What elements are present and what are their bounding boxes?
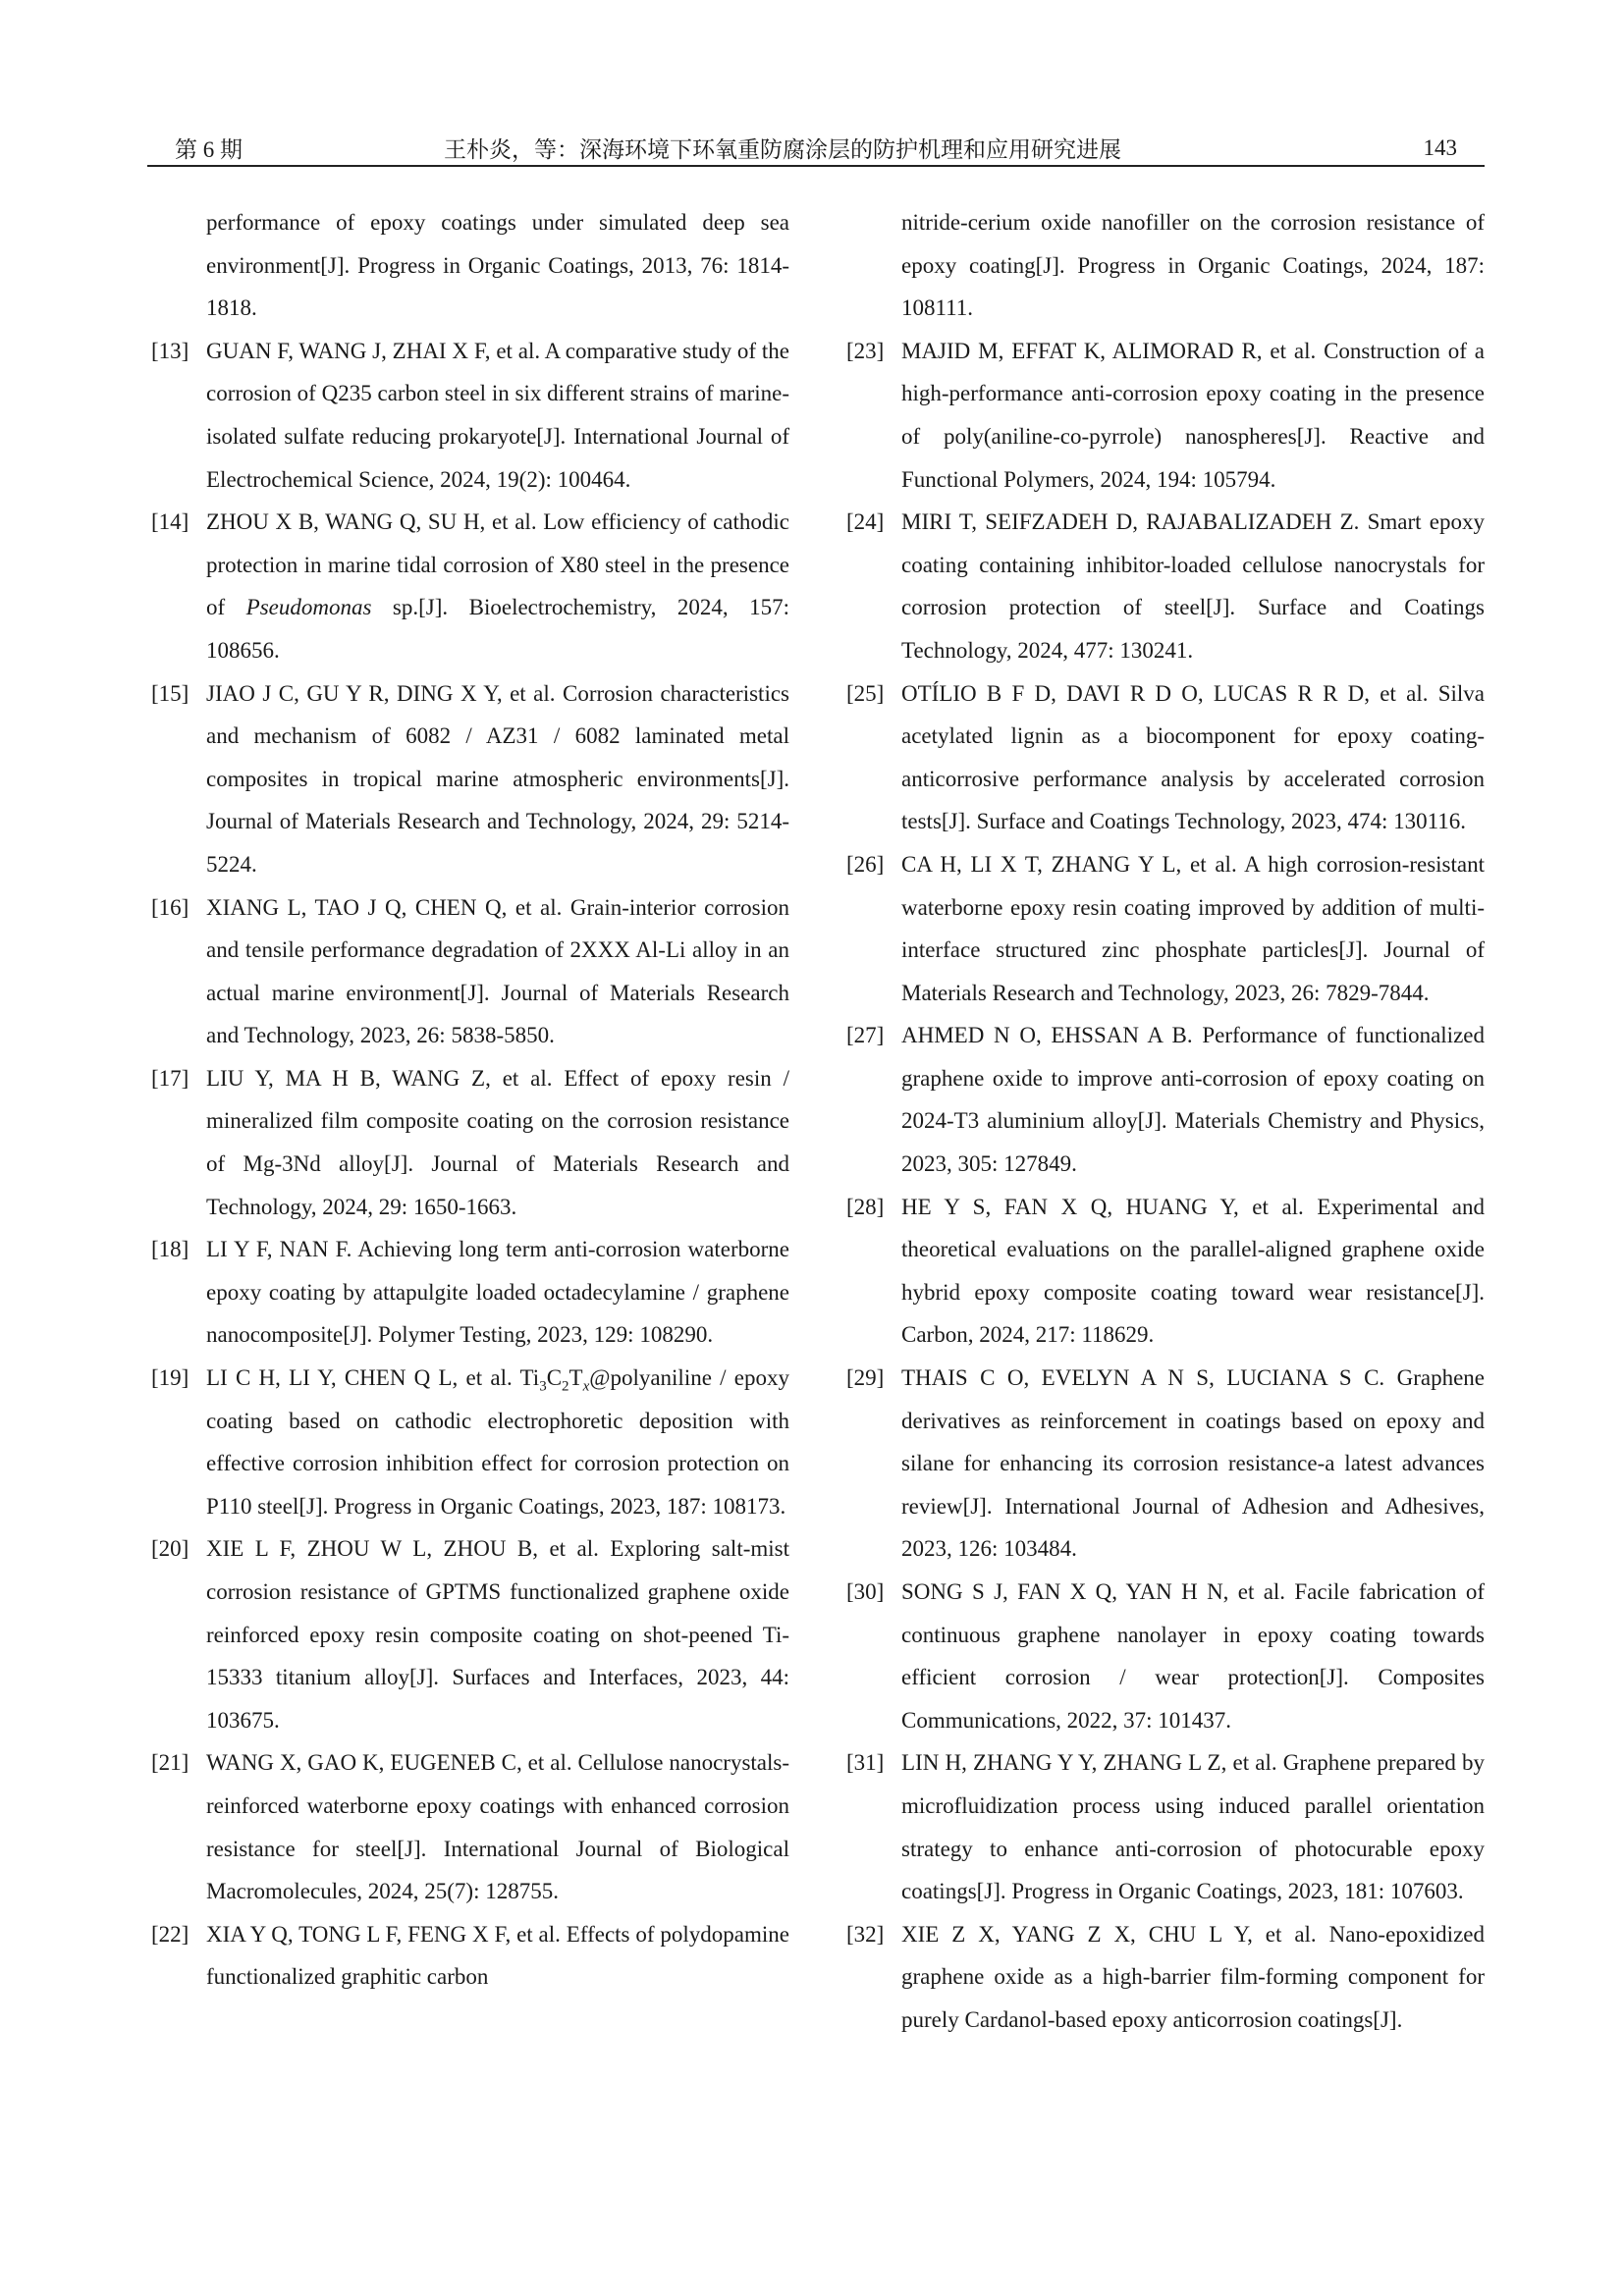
- reference-number: [32]: [846, 1921, 885, 1947]
- reference-number: [16]: [151, 894, 189, 920]
- reference-authors: LI C H, LI Y, CHEN Q L, et al.: [206, 1365, 520, 1391]
- reference-item: [842, 1571, 1485, 1741]
- reference-item: [147, 886, 789, 1057]
- reference-text: MIRI T, SEIFZADEH D, RAJABALIZADEH Z. Smart epoxy coating containing inhibitor-loaded cellulose nanocrystals for corrosion protection of steel[J]. Surface and Coatings Technology, 2024, 477: 130241.: [901, 509, 1485, 663]
- reference-text: GUAN F, WANG J, ZHAI X F, et al. A comparative study of the corrosion of Q235 carbon steel in six different strains of marine-isolated sulfate reducing prokaryote[J]. International Journal of Electrochemical Science, 2024, 19(2): 100464.: [206, 338, 789, 492]
- reference-number: [30]: [846, 1579, 885, 1604]
- reference-item: [147, 501, 789, 671]
- reference-item: [842, 672, 1485, 843]
- reference-text: WANG X, GAO K, EUGENEB C, et al. Cellulose nanocrystals-reinforced waterborne epoxy coatings with enhanced corrosion resistance for steel[J]. International Journal of Biological Macromolecules, 2024, 25(7): 128755.: [206, 1750, 789, 1904]
- reference-number: [19]: [151, 1365, 189, 1391]
- running-title: 王朴炎，等：深海环境下环氧重防腐涂层的防护机理和应用研究进展: [444, 137, 1121, 162]
- left-column: [147, 201, 789, 1999]
- reference-item: [147, 1913, 789, 1999]
- species-name: Pseudomonas: [245, 595, 372, 620]
- reference-text-part: ZHOU X B, WANG Q, SU H, et al. Low efficiency of cathodic protection in marine tidal corrosion of X80 steel in the presence of: [206, 509, 789, 620]
- reference-item: [147, 1057, 789, 1228]
- reference-number: [13]: [151, 338, 189, 363]
- reference-number: [22]: [151, 1921, 189, 1947]
- formula-part: C: [546, 1365, 563, 1391]
- reference-item: [842, 1741, 1485, 1912]
- reference-item: [842, 1357, 1485, 1571]
- formula-subscript: 2: [562, 1378, 569, 1395]
- formula-subscript: 3: [539, 1378, 547, 1395]
- reference-number: [21]: [151, 1750, 189, 1776]
- reference-text: OTÍLIO B F D, DAVI R D O, LUCAS R R D, et al. Silva acetylated lignin as a biocomponent for epoxy coating-anticorrosive performance analysis by accelerated corrosion tests[J]. Surface and Coatings Technology, 2023, 474: 130116.: [901, 680, 1485, 834]
- reference-text: [206, 501, 789, 671]
- reference-text: HE Y S, FAN X Q, HUANG Y, et al. Experimental and theoretical evaluations on the parallel-aligned graphene oxide hybrid epoxy composite coating toward wear resistance[J]. Carbon, 2024, 217: 118629.: [901, 1194, 1485, 1348]
- reference-item: [147, 1357, 789, 1527]
- reference-item: [147, 330, 789, 501]
- reference-continuation: nitride-cerium oxide nanofiller on the corrosion resistance of epoxy coating[J]. Progress in Organic Coatings, 2024, 187: 108111.: [901, 210, 1485, 321]
- formula-part: Ti: [519, 1365, 540, 1391]
- reference-item: [147, 1228, 789, 1357]
- reference-number: [28]: [846, 1194, 885, 1219]
- reference-text: THAIS C O, EVELYN A N S, LUCIANA S C. Graphene derivatives as reinforcement in coatings based on epoxy and silane for enhancing its corrosion resistance-a latest advances review[J]. International Journal of Adhesion and Adhesives, 2023, 126: 103484.: [901, 1365, 1485, 1562]
- issue-number: 第 6 期: [175, 137, 243, 162]
- reference-text: LI Y F, NAN F. Achieving long term anti-corrosion waterborne epoxy coating by attapulgite loaded octadecylamine / graphene nanocomposite[J]. Polymer Testing, 2023, 129: 108290.: [206, 1237, 789, 1348]
- reference-number: [15]: [151, 680, 189, 706]
- header-rule: [147, 165, 1485, 167]
- reference-item: [842, 1913, 1485, 2042]
- reference-number: [27]: [846, 1023, 885, 1048]
- reference-text: XIE L F, ZHOU W L, ZHOU B, et al. Exploring salt-mist corrosion resistance of GPTMS functionalized graphene oxide reinforced epoxy resin composite coating on shot-peened Ti-15333 titanium alloy[J]. Surfaces and Interfaces, 2023, 44: 103675.: [206, 1536, 789, 1733]
- formula-subscript-italic: x: [582, 1378, 590, 1395]
- reference-text: SONG S J, FAN X Q, YAN H N, et al. Facile fabrication of continuous graphene nanolayer in epoxy coating towards efficient corrosion / wear protection[J]. Composites Communications, 2022, 37: 101437.: [901, 1579, 1485, 1733]
- reference-number: [14]: [151, 509, 189, 535]
- right-column: [842, 201, 1485, 2042]
- reference-item: [147, 672, 789, 886]
- reference-text: JIAO J C, GU Y R, DING X Y, et al. Corrosion characteristics and mechanism of 6082 / AZ31 / 6082 laminated metal composites in tropical marine atmospheric environments[J]. Journal of Materials Research and Technology, 2024, 29: 5214-5224.: [206, 680, 789, 877]
- reference-number: [25]: [846, 680, 885, 706]
- reference-item: [147, 1527, 789, 1741]
- reference-text: CA H, LI X T, ZHANG Y L, et al. A high corrosion-resistant waterborne epoxy resin coating improved by addition of multi-interface structured zinc phosphate particles[J]. Journal of Materials Research and Technology, 2023, 26: 7829-7844.: [901, 851, 1485, 1005]
- reference-item: [842, 1014, 1485, 1185]
- reference-text: XIA Y Q, TONG L F, FENG X F, et al. Effects of polydopamine functionalized graphitic carbon: [206, 1921, 789, 1990]
- reference-text: LIU Y, MA H B, WANG Z, et al. Effect of epoxy resin / mineralized film composite coating on the corrosion resistance of Mg-3Nd alloy[J]. Journal of Materials Research and Technology, 2024, 29: 1650-1663.: [206, 1065, 789, 1219]
- reference-item: [842, 330, 1485, 501]
- reference-continuation: performance of epoxy coatings under simulated deep sea environment[J]. Progress in Organic Coatings, 2013, 76: 1814-1818.: [206, 210, 789, 321]
- reference-number: [29]: [846, 1365, 885, 1391]
- reference-text: MAJID M, EFFAT K, ALIMORAD R, et al. Construction of a high-performance anti-corrosion epoxy coating in the presence of poly(aniline-co-pyrrole) nanospheres[J]. Reactive and Functional Polymers, 2024, 194: 105794.: [901, 338, 1485, 492]
- page-number: 143: [1423, 135, 1457, 160]
- reference-text: XIE Z X, YANG Z X, CHU L Y, et al. Nano-epoxidized graphene oxide as a high-barrier film-forming component for purely Cardanol-based epoxy anticorrosion coatings[J].: [901, 1921, 1485, 2032]
- reference-text: [206, 1357, 789, 1527]
- reference-text: XIANG L, TAO J Q, CHEN Q, et al. Grain-interior corrosion and tensile performance degradation of 2XXX Al-Li alloy in an actual marine environment[J]. Journal of Materials Research and Technology, 2023, 26: 5838-5850.: [206, 894, 789, 1048]
- reference-number: [26]: [846, 851, 885, 877]
- reference-item: [842, 843, 1485, 1014]
- reference-number: [18]: [151, 1237, 189, 1262]
- reference-item: [842, 1186, 1485, 1357]
- reference-number: [31]: [846, 1750, 885, 1776]
- reference-text: LIN H, ZHANG Y Y, ZHANG L Z, et al. Graphene prepared by microfluidization process using induced parallel orientation strategy to enhance anti-corrosion of photocurable epoxy coatings[J]. Progress in Organic Coatings, 2023, 181: 107603.: [901, 1750, 1485, 1904]
- reference-item: [842, 501, 1485, 671]
- reference-text-part: @polyaniline / epoxy coating based on cathodic electrophoretic deposition with effective corrosion inhibition effect for corrosion protection on P110 steel[J]. Progress in Organic Coatings, 2023, 187: 108173.: [206, 1365, 789, 1519]
- reference-number: [20]: [151, 1536, 189, 1562]
- page-header: [147, 126, 1485, 165]
- reference-number: [17]: [151, 1065, 189, 1091]
- reference-number: [23]: [846, 338, 885, 363]
- formula-part: T: [568, 1365, 583, 1391]
- reference-text-part: sp.[J]. Bioelectrochemistry, 2024, 157: 108656.: [206, 595, 789, 663]
- reference-number: [24]: [846, 509, 885, 535]
- reference-item: [147, 1741, 789, 1912]
- reference-text: AHMED N O, EHSSAN A B. Performance of functionalized graphene oxide to improve anti-corrosion of epoxy coating on 2024-T3 aluminium alloy[J]. Materials Chemistry and Physics, 2023, 305: 127849.: [901, 1023, 1485, 1177]
